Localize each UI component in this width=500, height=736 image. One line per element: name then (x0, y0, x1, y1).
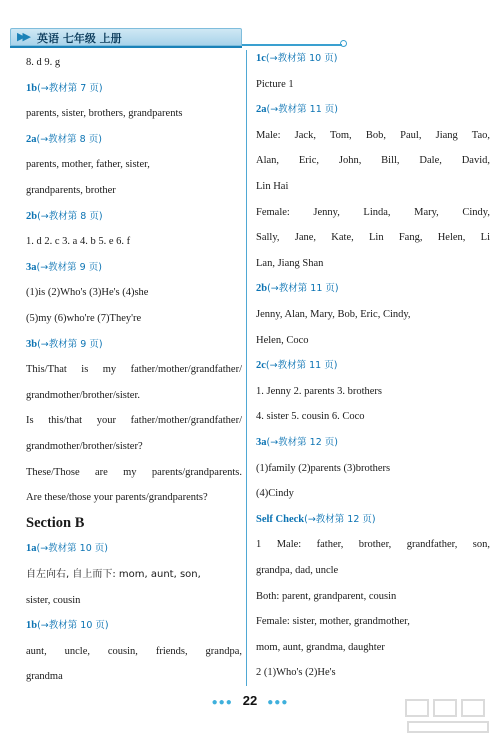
column-divider (246, 50, 247, 686)
answer-line: (4)Cindy (256, 488, 294, 500)
answer-line: grandparents, brother (26, 185, 116, 196)
exercise-number: 1b (26, 620, 38, 632)
answer-line: parents, sister, brothers, grandparents (26, 108, 183, 120)
answer-line: Male: Jack, Tom, Bob, Paul, Jiang Tao, (256, 129, 490, 141)
exercise-label (26, 338, 103, 352)
textbook-page-ref: (→教材第 11 页) (266, 104, 339, 116)
answer-line: Lin Hai (256, 181, 289, 192)
exercise-label (26, 619, 109, 633)
answer-line: Helen, Coco (256, 334, 309, 346)
answer-line: grandmother/brother/sister? (26, 441, 143, 452)
answer-line: This/That is my father/mother/grandfather/ (26, 364, 242, 376)
exercise-number: 2a (256, 104, 267, 116)
answer-line: Both: parent, grandparent, cousin (256, 590, 397, 602)
answer-line: Jenny, Alan, Mary, Bob, Eric, Cindy, (256, 309, 411, 320)
textbook-page-ref: (→教材第 7 页) (37, 82, 103, 94)
answer-line: Female: Jenny, Linda, Mary, Cindy, (256, 206, 490, 218)
exercise-number: 3a (26, 261, 37, 273)
answer-line: grandmother/brother/sister. (26, 389, 141, 401)
answer-line: These/Those are my parents/grandparents. (26, 466, 242, 478)
answer-line: Sally, Jane, Kate, Lin Fang, Helen, Li (256, 232, 490, 244)
answer-line: (1)family (2)parents (3)brothers (256, 462, 391, 474)
exercise-label (26, 542, 108, 556)
exercise-label (256, 436, 338, 450)
answer-line: Are these/those your parents/grandparents? (26, 492, 208, 504)
watermark-logo-icon (404, 696, 494, 736)
page-header (10, 10, 348, 46)
exercise-label (26, 261, 102, 275)
header-rule (242, 44, 342, 46)
answer-line: 自左向右, 自上而下: mom, aunt, son, (26, 569, 201, 580)
textbook-page-ref: (→教材第 8 页) (37, 210, 103, 222)
section-heading: Section B (26, 514, 85, 531)
exercise-label (26, 210, 103, 224)
answer-line: mom, aunt, grandma, daughter (256, 641, 385, 653)
textbook-page-ref: (→教材第 11 页) (265, 360, 338, 372)
answer-line: 2 (1)Who's (2)He's (256, 667, 336, 679)
answer-line: 4. sister 5. cousin 6. Coco (256, 411, 365, 423)
footer-dots-right-icon: ●●● (267, 697, 289, 708)
textbook-page-ref: (→教材第 10 页) (37, 620, 109, 632)
book-title: 英语 七年级 上册 (37, 32, 122, 45)
exercise-number: 2a (26, 133, 37, 145)
header-arrows-icon: ▶▶ (17, 30, 28, 43)
textbook-page-ref: (→教材第 11 页) (267, 283, 339, 295)
exercise-number: 1c (256, 53, 266, 64)
page-number: 22 (242, 693, 258, 708)
answer-line: Alan, Eric, John, Bill, Dale, David, (256, 155, 490, 167)
header-underline (10, 46, 242, 48)
exercise-label (26, 82, 103, 96)
exercise-number: 1b (26, 82, 38, 94)
answer-line: 1. Jenny 2. parents 3. brothers (256, 385, 382, 397)
exercise-number: 3a (256, 437, 267, 448)
textbook-page-ref: (→教材第 9 页) (36, 261, 102, 273)
exercise-number: 3b (26, 338, 38, 350)
answer-line: 1. d 2. c 3. a 4. b 5. e 6. f (26, 236, 131, 248)
answer-line: Picture 1 (256, 78, 294, 90)
exercise-number: 2b (26, 210, 38, 222)
answer-line: parents, mother, father, sister, (26, 159, 150, 171)
exercise-label (26, 133, 102, 147)
exercise-label (256, 52, 337, 66)
answer-line: Lan, Jiang Shan (256, 257, 324, 269)
textbook-page-ref: (→教材第 9 页) (37, 338, 103, 350)
answer-line: (5)my (6)who're (7)They're (26, 313, 142, 324)
exercise-number: 2c (256, 360, 266, 372)
textbook-page-ref: (→教材第 12 页) (304, 513, 376, 525)
exercise-number: 1a (26, 543, 37, 555)
exercise-number: Self Check (256, 513, 305, 525)
header-tab (10, 28, 242, 46)
answer-line: sister, cousin (26, 594, 81, 606)
footer-dots-left-icon: ●●● (211, 697, 233, 708)
textbook-page-ref: (→教材第 8 页) (36, 133, 102, 145)
header-dot-icon (340, 40, 347, 47)
answer-line: Female: sister, mother, grandmother, (256, 616, 410, 628)
exercise-label (256, 103, 338, 117)
answer-line: 1 Male: father, brother, grandfather, son, (256, 539, 490, 551)
answer-line: aunt, uncle, cousin, friends, grandpa, (26, 645, 242, 657)
exercise-label (256, 359, 337, 373)
textbook-page-ref: (→教材第 10 页) (36, 543, 109, 555)
exercise-label (256, 513, 376, 527)
answer-line: grandma (26, 671, 63, 683)
textbook-page-ref: (→教材第 12 页) (266, 437, 339, 448)
answer-line: 8. d 9. g (26, 57, 61, 68)
answer-line: (1)is (2)Who's (3)He's (4)she (26, 287, 149, 299)
textbook-page-ref: (→教材第 10 页) (265, 53, 338, 64)
exercise-label (256, 282, 339, 296)
answer-line: Is this/that your father/mother/grandfather/ (26, 415, 242, 427)
exercise-number: 2b (256, 283, 268, 295)
answer-line: grandpa, dad, uncle (256, 565, 339, 576)
